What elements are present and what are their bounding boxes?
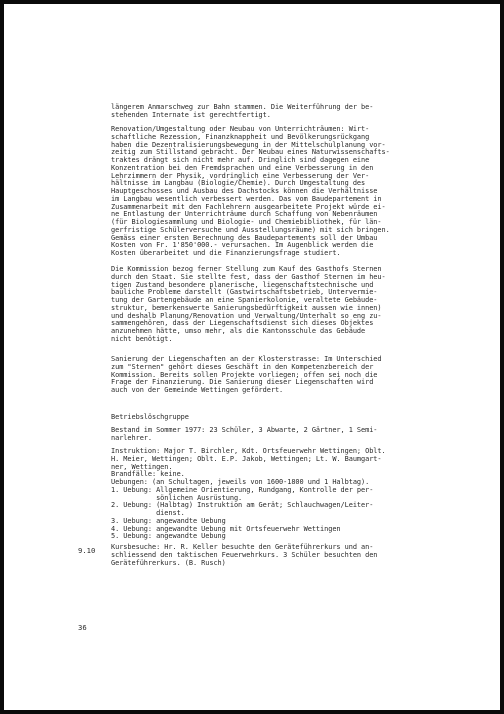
text-line: durch den Staat. Sie stellte fest, dass der Gasthof Sternen im heu- [111, 272, 386, 281]
text-line: Kommission. Bereits sollen Projekte vorliegen; offen sei noch die [111, 370, 378, 379]
text-line: struktur, bemerkenswerte Sanierungsbedürftigkeit aussen wie innen) [111, 303, 382, 312]
text-line: 5. Uebung: angewandte Uebung [111, 532, 226, 541]
text-line: Kosten von Fr. 1'850'000.- verursachen. Im Augenblick werden die [111, 241, 374, 250]
text-line: Instruktion: Major T. Birchler, Kdt. Ortsfeuerwehr Wettingen; Oblt. [111, 447, 386, 455]
text-line: tung der Gartengebäude an eine Spanierkolonie, veraltete Gebäude- [111, 296, 378, 304]
document-page [4, 4, 500, 710]
text-line: 3. Uebung: angewandte Uebung [111, 516, 226, 525]
text-line: bauliche Probleme darstellt (Gastwirtschaftsbetrieb, Untervermie- [111, 288, 378, 297]
text-line: Lehrzimmern der Physik, vordringlich eine Verbesserung der Ver- [111, 171, 370, 180]
text-line: Kursbesuche: Hr. R. Keller besuchte den Geräteführerkurs und an- [111, 543, 374, 551]
text-line: ne Entlastung der Unterrichträume durch Schaffung von Nebenräumen [111, 210, 378, 219]
page-number: 36 [78, 623, 87, 632]
text-line: Zusammenarbeit mit den Fachlehrern ausgearbeitete Projekt würde ei- [111, 202, 386, 211]
text-line: (für Biologiesammlung und Biologie- und Chemiebibliothek, für län- [111, 218, 382, 226]
text-line: schliessend den taktischen Feuerwehrkurs. 3 Schüler besuchten den [111, 550, 378, 559]
text-line: Die Kommission bezog ferner Stellung zum Kauf des Gasthofs Sternen [111, 265, 382, 273]
text-line: im Langbau wesentlich verbessert werden. Das vom Baudepartement in [111, 194, 382, 203]
paragraph-instruktion [111, 448, 386, 541]
text-line: längerem Anmarschweg zur Bahn stammen. Die Weiterführung der be- [111, 103, 374, 111]
paragraph-renovation [111, 126, 390, 258]
text-line: haben die Dezentralisierungsbewegung in der Mittelschulplanung vor- [111, 140, 386, 149]
text-line: und deshalb Planung/Renovation und Verwaltung/Unterhalt so eng zu- [111, 311, 382, 320]
section-number: 9.10 [78, 546, 96, 555]
text-line: zeitig zum Stillstand gebracht. Der Neubau eines Naturwissenschafts- [111, 148, 390, 157]
text-line: gerfristige Schülerversuche und Ausstellungsräume) mit sich bringen. [111, 225, 390, 234]
text-line: stehenden Internate ist gerechtfertigt. [111, 110, 271, 119]
text-line: 4. Uebung: angewandte Uebung mit Ortsfeuerwehr Wettingen [111, 524, 341, 533]
paragraph-gasthof-sternen [111, 266, 386, 344]
text-line: Sanierung der Liegenschaften an der Klosterstrasse: Im Unterschied [111, 355, 382, 363]
text-line: Konzentration bei den Fremdsprachen und eine Verbesserung in den [111, 163, 374, 172]
text-line: Kosten überarbeitet und die Finanzierungsfrage studiert. [111, 249, 341, 257]
paragraph-klosterstrasse [111, 356, 382, 395]
text-line: narlehrer. [111, 433, 152, 442]
text-line: Hauptgeschosses und Ausbau des Dachstocks können die Verhältnisse [111, 187, 378, 195]
text-line: Geräteführerkurs. (B. Rusch) [111, 558, 226, 567]
text-line: Betriebslöschgruppe [111, 413, 189, 421]
text-line: traktes drängt sich nicht mehr auf. Dringlich sind dagegen eine [111, 156, 370, 164]
text-line: Renovation/Umgestaltung oder Neubau von Unterrichträumen: Wirt- [111, 125, 370, 133]
text-line: sönlichen Ausrüstung. [111, 493, 243, 502]
text-line: Brandfälle: keine. [111, 470, 185, 479]
paragraph-internate [111, 104, 373, 120]
text-line: auch von der Gemeinde Wettingen gefördert. [111, 386, 284, 394]
section-heading [111, 414, 189, 422]
text-line: zum "Sternen" gehört dieses Geschäft in den Kompetenzbereich der [111, 362, 374, 371]
text-line: ner, Wettingen. [111, 462, 173, 471]
paragraph-bestand [111, 427, 377, 443]
text-line: Bestand im Sommer 1977: 23 Schüler, 3 Abwarte, 2 Gärtner, 1 Semi- [111, 426, 378, 434]
text-line: H. Meier, Wettingen; Oblt. E.P. Jakob, Wettingen; Lt. W. Baumgart- [111, 454, 382, 463]
text-line: dienst. [111, 509, 185, 517]
text-line: Frage der Finanzierung. Die Sanierung dieser Liegenschaften wird [111, 378, 374, 387]
text-line: anzunehmen hätte, umso mehr, als die Kantonsschule das Gebäude [111, 327, 366, 335]
text-line: hältnisse im Langbau (Biologie/Chemie). Durch Umgestaltung des [111, 179, 366, 188]
text-line: 1. Uebung: Allgemeine Orientierung, Rundgang, Kontrolle der per- [111, 485, 374, 494]
text-line: Gemäss einer ersten Berechnung des Baudepartements soll der Umbau [111, 233, 378, 242]
text-line: sammengehören, dass der Liegenschaftsdienst sich dieses Objektes [111, 319, 374, 328]
text-line: Uebungen: (an Schultagen, jeweils von 1600-1800 und 1 Halbtag). [111, 478, 370, 486]
text-line: schaftliche Rezession, Finanzknappheit und Bevölkerungsrückgang [111, 132, 370, 141]
text-line: 2. Uebung: (Halbtag) Instruktion am Gerät; Schlauchwagen/Leiter- [111, 501, 374, 510]
paragraph-kursbesuche [111, 544, 377, 567]
text-line: nicht benötigt. [111, 334, 173, 343]
body-text [111, 4, 451, 567]
text-line: tigen Zustand besondere planerische, liegenschaftstechnische und [111, 280, 374, 289]
